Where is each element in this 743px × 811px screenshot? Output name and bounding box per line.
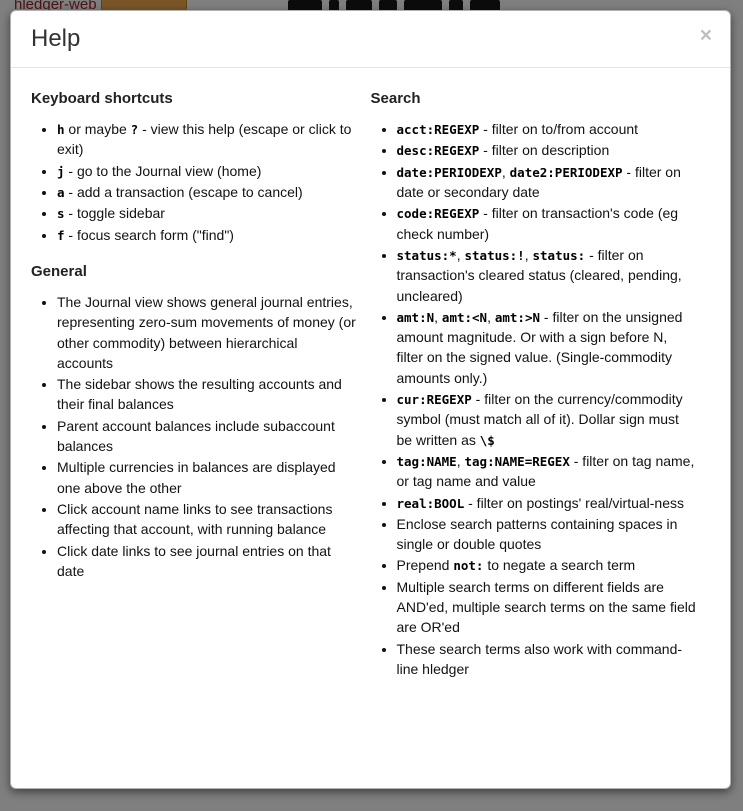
code-token: tag:NAME=REGEX [464,453,570,469]
list-item: • acct:REGEXP - filter on to/from account [397,119,697,139]
list-item: • cur:REGEXP - filter on the currency/commodity symbol (must match all of it). Dollar sign must be written as \$ [397,389,697,450]
left-column [31,82,371,697]
modal-title: Help [31,25,81,52]
code-token: tag:NAME [396,453,457,469]
modal-header [11,11,730,68]
list-item: • code:REGEXP - filter on transaction's code (eg check number) [397,203,697,244]
section-title: Keyboard shortcuts [31,90,173,108]
code-token: ? [130,122,139,138]
list-item: • Enclose search patterns containing spaces in single or double quotes [397,514,697,555]
list-item: • j - go to the Journal view (home) [57,161,357,181]
close-button[interactable] [696,23,716,48]
list-item: • Multiple search terms on different fields are AND'ed, multiple search terms on the same field are OR'ed [397,577,697,638]
list-item: • tag:NAME, tag:NAME=REGEX - filter on tag name, or tag name and value [397,451,697,492]
code-token: not: [453,558,484,574]
code-token: acct:REGEXP [396,122,480,138]
modal-body [11,68,730,707]
code-token: a [57,185,65,201]
code-token: code:REGEXP [396,206,480,222]
list-item: • These search terms also work with command-line hledger [397,639,697,680]
section-general [31,263,357,581]
section-title: General [31,262,87,280]
right-column [371,82,711,697]
list-item: • Prepend not: to negate a search term [397,555,697,575]
list-item: • a - add a transaction (escape to cancel) [57,182,357,202]
code-token: amt:N [396,309,435,325]
code-token: status: [532,247,586,263]
shortcuts-list [31,119,357,245]
section-keyboard-shortcuts [31,90,357,245]
code-token: status:! [464,247,525,263]
list-item: • real:BOOL - filter on postings' real/virtual-ness [397,493,697,513]
section-search [371,90,697,679]
code-token: j [57,163,65,179]
code-token: amt:>N [494,309,541,325]
code-token: cur:REGEXP [396,392,472,408]
list-item: • f - focus search form ("find") [57,225,357,245]
list-item: • Click date links to see journal entries on that date [57,541,357,582]
code-token: date2:PERIODEXP [509,164,623,180]
list-item: • The Journal view shows general journal entries, representing zero-sum movements of money (or other commodity) between hierarchical accounts [57,292,357,373]
code-token: real:BOOL [396,495,465,511]
list-item: • status:*, status:!, status: - filter on transaction's cleared status (cleared, pending, uncleared) [397,245,697,306]
list-item: • The sidebar shows the resulting accounts and their final balances [57,374,357,415]
general-list [31,292,357,581]
list-item: • desc:REGEXP - filter on description [397,140,697,160]
list-item: • date:PERIODEXP, date2:PERIODEXP - filter on date or secondary date [397,162,697,203]
code-token: amt:<N [441,309,488,325]
code-token: desc:REGEXP [396,143,480,159]
list-item: • Multiple currencies in balances are displayed one above the other [57,457,357,498]
code-token: \$ [479,432,495,448]
list-item: • Click account name links to see transactions affecting that account, with running balance [57,499,357,540]
section-title: Search [370,90,421,108]
code-token: date:PERIODEXP [396,164,502,180]
list-item: • Parent account balances include subaccount balances [57,416,357,457]
code-token: f [57,227,65,243]
list-item: • amt:N, amt:<N, amt:>N - filter on the unsigned amount magnitude. Or with a sign before N, filter on the signed value. (Single-commodity amounts only.) [397,307,697,388]
help-modal [10,10,731,789]
close-icon: × [699,24,712,47]
code-token: status:* [396,247,457,263]
list-item: • s - toggle sidebar [57,203,357,223]
list-item: • h or maybe ? - view this help (escape or click to exit) [57,119,357,160]
search-list [371,119,697,679]
code-token: s [57,206,65,222]
code-token: h [57,122,65,138]
